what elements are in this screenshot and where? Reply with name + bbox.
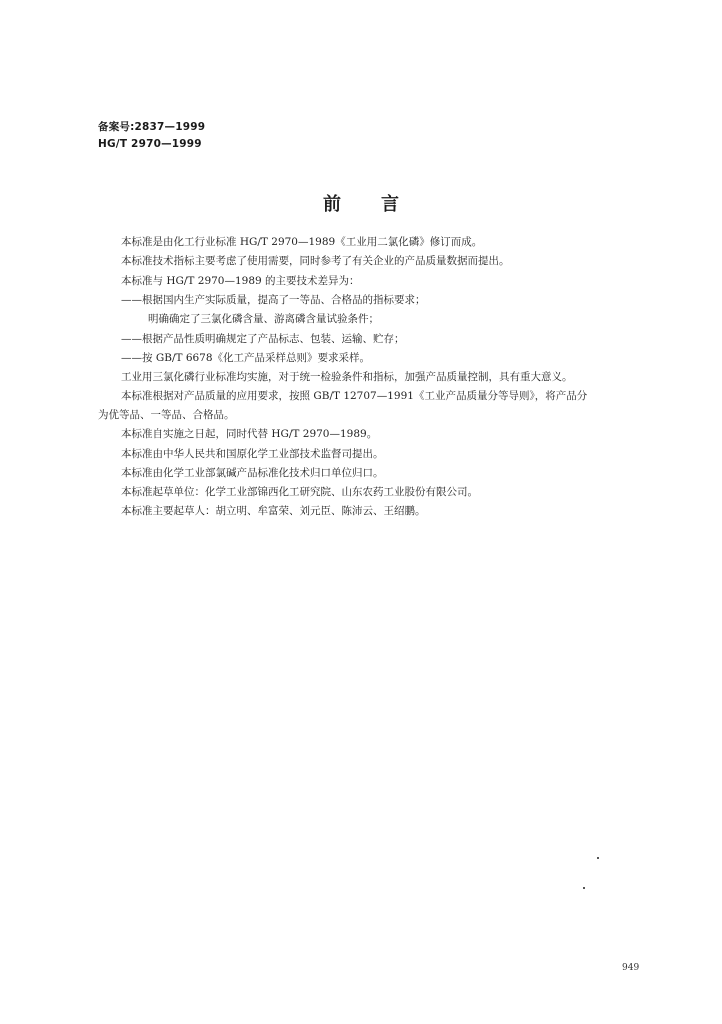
- list-item-2: ——根据产品性质明确规定了产品标志、包装、运输、贮存；: [121, 333, 405, 345]
- scan-speck: [597, 857, 599, 859]
- page-title: 前言: [323, 194, 439, 215]
- paragraph-6: 本标准自实施之日起，同时代替 HG/T 2970—1989。: [121, 428, 378, 440]
- standard-code: HG/T 2970—1999: [98, 138, 202, 150]
- paragraph-1: 本标准是由化工行业标准 HG/T 2970—1989《工业用二氯化磷》修订而成。: [121, 236, 483, 248]
- paragraph-10: 本标准主要起草人：胡立明、牟富荣、刘元臣、陈沛云、王绍鹏。: [121, 505, 426, 517]
- list-item-1-continued: 明确确定了三氯化磷含量、游离磷含量试验条件；: [148, 313, 379, 325]
- filing-number: 备案号:2837—1999: [98, 121, 206, 133]
- list-item-3: ——按 GB/T 6678《化工产品采样总则》要求采样。: [121, 352, 371, 364]
- list-item-1: ——根据国内生产实际质量，提高了一等品、合格品的指标要求；: [121, 294, 426, 306]
- paragraph-7: 本标准由中华人民共和国原化学工业部技术监督司提出。: [121, 448, 384, 460]
- paragraph-8: 本标准由化学工业部氯碱产品标准化技术归口单位归口。: [121, 467, 384, 479]
- paragraph-4: 工业用三氯化磷行业标准均实施，对于统一检验条件和指标，加强产品质量控制，具有重大意义。: [121, 371, 573, 383]
- scan-speck: [583, 887, 585, 889]
- paragraph-3: 本标准与 HG/T 2970—1989 的主要技术差异为：: [121, 275, 360, 287]
- page-number: 949: [622, 963, 640, 973]
- paragraph-9: 本标准起草单位：化学工业部锦西化工研究院、山东农药工业股份有限公司。: [121, 486, 478, 498]
- paragraph-2: 本标准技术指标主要考虑了使用需要，同时参考了有关企业的产品质量数据而提出。: [121, 255, 510, 267]
- paragraph-5: 本标准根据对产品质量的应用要求，按照 GB/T 12707—1991《工业产品质量分等导则》，将产品分: [121, 390, 588, 402]
- paragraph-5-continued: 为优等品、一等品、合格品。: [98, 409, 235, 421]
